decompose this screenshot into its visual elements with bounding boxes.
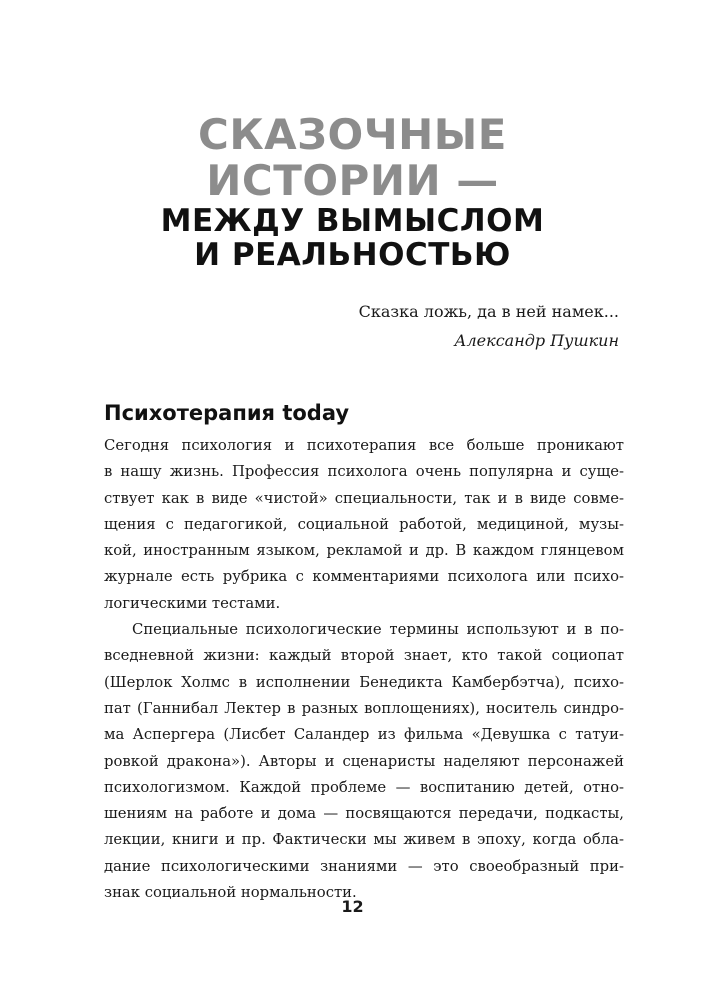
epigraph-author: Александр Пушкин bbox=[454, 331, 619, 350]
chapter-title-line: СКАЗОЧНЫЕ bbox=[198, 110, 507, 159]
epigraph bbox=[359, 297, 619, 355]
text-line: Сегодня психология и психотерапия все больше проникают bbox=[104, 437, 624, 454]
text-line: логическими тестами. bbox=[104, 594, 281, 612]
text-line: журнале есть рубрика с комментариями психолога или психо- bbox=[104, 568, 624, 586]
text-line: знак социальной нормальности. bbox=[104, 884, 357, 902]
chapter-subtitle-line: И РЕАЛЬНОСТЬЮ bbox=[194, 237, 511, 273]
page-number: 12 bbox=[341, 897, 364, 916]
text-line: ма Аспергера (Лисбет Саландер из фильма «Девушка с татуи- bbox=[104, 726, 624, 744]
text-line: щения с педагогикой, социальной работой, медициной, музы- bbox=[104, 515, 624, 533]
section-heading: Психотерапия today bbox=[104, 401, 350, 425]
text-line: пат (Ганнибал Лектер в разных воплощениях), носитель синдро- bbox=[104, 699, 624, 717]
paragraph bbox=[104, 433, 624, 617]
text-line: психологизмом. Каждой проблеме — воспитанию детей, отно- bbox=[104, 778, 624, 796]
text-line: в нашу жизнь. Профессия психолога очень популярна и суще- bbox=[104, 463, 624, 481]
body-text bbox=[104, 433, 624, 906]
text-line: (Шерлок Холмс в исполнении Бенедикта Камбербэтча), психо- bbox=[104, 673, 624, 691]
epigraph-quote: Сказка ложь, да в ней намек... bbox=[358, 302, 619, 321]
text-line: Специальные психологические термины используют и в по- bbox=[132, 621, 624, 639]
chapter-title-line: ИСТОРИИ — bbox=[206, 156, 499, 205]
text-line: дание психологическими знаниями — это своеобразный при- bbox=[104, 857, 624, 875]
chapter-title bbox=[0, 110, 705, 274]
chapter-subtitle-line: МЕЖДУ ВЫМЫСЛОМ bbox=[160, 203, 545, 239]
text-line: ствует как в виде «чистой» специальности, так и в виде совме- bbox=[104, 489, 624, 507]
text-line: вседневной жизни: каждый второй знает, кто такой социопат bbox=[104, 647, 624, 665]
paragraph bbox=[104, 617, 624, 906]
text-line: лекции, книги и пр. Фактически мы живем в эпоху, когда облa- bbox=[104, 831, 624, 849]
text-line: ровкой дракона»). Авторы и сценаристы наделяют персонажей bbox=[104, 752, 624, 770]
text-line: кой, иностранным языком, рекламой и др. В каждом глянцевом bbox=[104, 542, 624, 560]
text-line: шениям на работе и дома — посвящаются передачи, подкасты, bbox=[104, 805, 624, 823]
